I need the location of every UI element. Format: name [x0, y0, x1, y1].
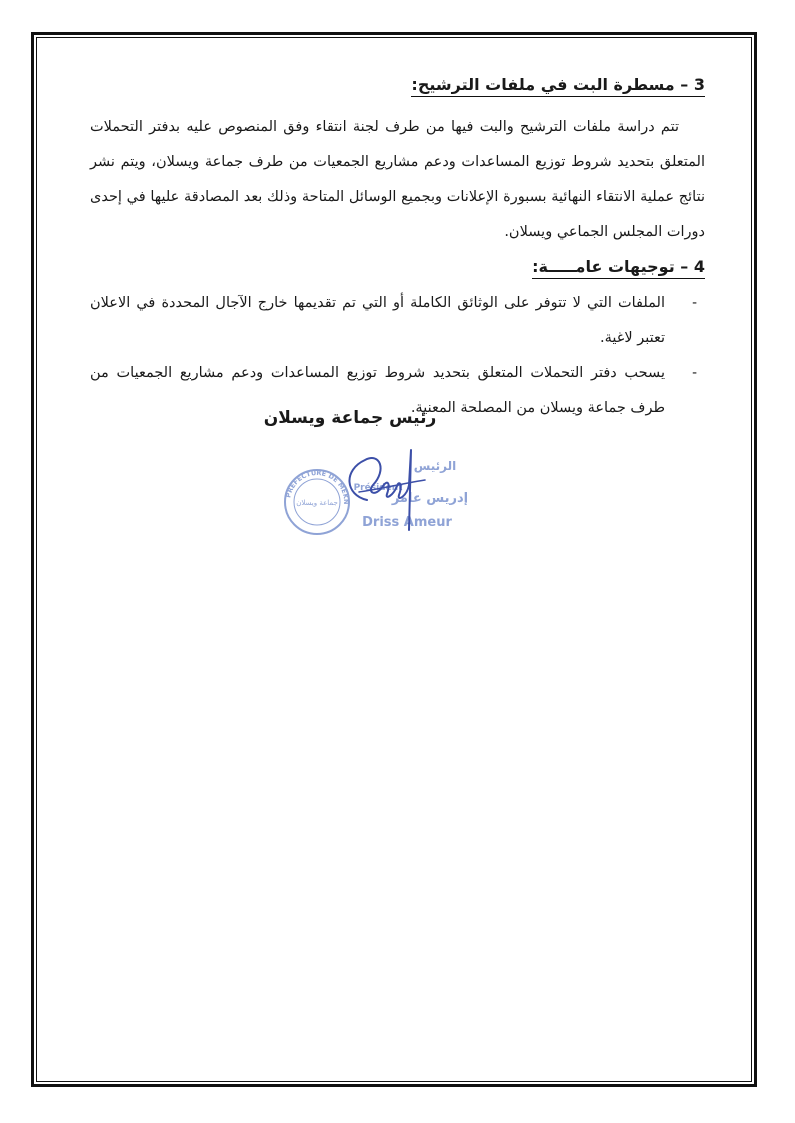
bullet-dash: -	[692, 365, 697, 381]
section-3-heading: 3 – مسطرة البت في ملفات الترشيح:	[90, 70, 705, 100]
list-item-text: يسحب دفتر التحملات المتعلق بتحديد شروط توزيع المساعدات ودعم مشاريع الجمعيات من طرف جماعة ويسلان من المصلحة المعنية.	[90, 365, 665, 416]
stamp-title-fr: Président	[353, 483, 403, 493]
signature-stamp-area	[275, 440, 475, 550]
seal-inner-text: جماعة ويسلان	[296, 499, 338, 507]
document-body	[90, 70, 705, 426]
section-4-heading: 4 – توجيهات عامـــــة:	[90, 252, 705, 282]
signatory-title: رئيس جماعة ويسلان	[263, 408, 437, 428]
general-guidelines-list	[90, 286, 705, 426]
stamp-title-ar: الرئيس	[413, 459, 457, 473]
seal-text: PREFECTURE DE MEKN	[284, 468, 351, 505]
list-item	[90, 286, 705, 356]
stamp-name-fr: Driss Ameur	[362, 515, 452, 530]
stamp-and-signature	[275, 440, 475, 550]
stamp-name-ar: إدريس عامر	[391, 491, 469, 506]
bullet-dash: -	[692, 295, 697, 311]
list-item-text: الملفات التي لا تتوفر على الوثائق الكاملة أو التي تم تقديمها خارج الآجال المحددة في الاعلان تعتبر لاغية.	[90, 295, 665, 346]
section-3-paragraph: تتم دراسة ملفات الترشيح والبت فيها من طرف لجنة انتقاء وفق المنصوص عليه بدفتر التحملات المتعلق بتحديد شروط توزيع المساعدات ودعم مشاريع الجمعيات من طرف جماعة ويسلان، ويتم نشر نتائج عملية الانتقاء النهائية بسبورة الإعلانات وبجميع الوسائل المتاحة وذلك بعد المصادقة عليها في إحدى دورات المجلس الجماعي ويسلان.	[90, 119, 705, 240]
official-seal	[275, 440, 350, 534]
